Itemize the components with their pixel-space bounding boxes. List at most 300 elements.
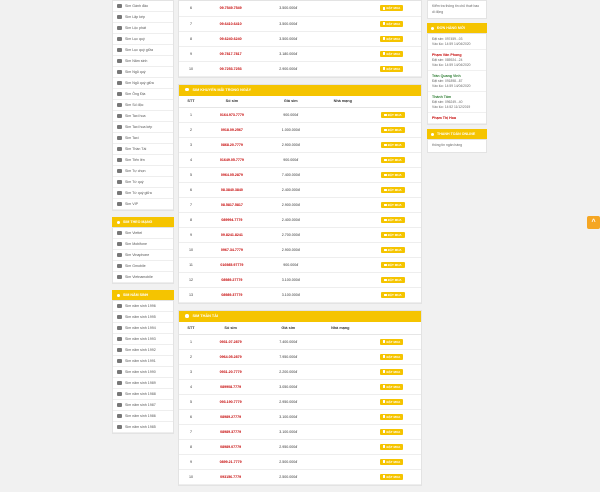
sim-index: 1: [179, 108, 203, 123]
buy-button-label: ĐẶT MUA: [386, 21, 401, 26]
sim-network: [318, 439, 362, 454]
sim-network: [318, 409, 362, 424]
sidebar-item[interactable]: [113, 250, 173, 261]
sim-index: 9: [179, 228, 203, 243]
order-customer-name: Phạm Thị Hoa: [432, 116, 456, 120]
sidebar-item[interactable]: [113, 345, 173, 356]
than-tai-panel-header: [179, 311, 421, 322]
order-time: Vào lúc: 14:59 14/04/2020: [432, 84, 471, 88]
table-row: [179, 258, 421, 273]
top-sim-panel: [178, 0, 422, 78]
sidebar-item[interactable]: [113, 188, 173, 199]
sim-index: 13: [179, 288, 203, 303]
table-row: [179, 349, 421, 364]
bullet-icon: [185, 314, 189, 318]
sidebar-item-label: Sim năm sinh 1993: [125, 337, 156, 341]
table-header-row: [179, 322, 421, 334]
sim-price: 2.400.000đ: [261, 183, 321, 198]
sim-number[interactable]: 09.6240.6240: [203, 31, 258, 46]
sim-number[interactable]: 016985.97779: [203, 258, 261, 273]
table-row: [179, 228, 421, 243]
buy-button[interactable]: [381, 277, 404, 283]
action-cell: [362, 364, 421, 379]
sim-card-icon: [117, 264, 122, 268]
buy-button[interactable]: [380, 339, 403, 345]
sidebar-item[interactable]: [113, 144, 173, 155]
sim-number[interactable]: 08.3840.3840: [203, 183, 261, 198]
sim-network: [321, 228, 365, 243]
buy-button-label: ĐẶT MUA: [387, 233, 402, 237]
sim-number[interactable]: 0164.973.7779: [203, 108, 261, 123]
sim-price: 2.900.000đ: [261, 243, 321, 258]
sim-number[interactable]: 09.7253.7253: [203, 61, 258, 76]
sim-index: 9: [179, 454, 203, 469]
action-cell: [365, 168, 421, 183]
buy-button[interactable]: [380, 399, 403, 405]
sim-card-icon: [117, 136, 122, 140]
sidebar-item[interactable]: [113, 367, 173, 378]
col-stt: STT: [179, 322, 203, 334]
action-cell: [362, 61, 421, 76]
buy-button[interactable]: [380, 66, 403, 72]
table-row: [179, 108, 421, 123]
action-cell: [362, 349, 421, 364]
sidebar-item[interactable]: [113, 23, 173, 34]
sim-card-icon: [117, 359, 122, 363]
sim-card-icon: [117, 59, 122, 63]
table-row: [179, 394, 421, 409]
sim-number[interactable]: 09.7817.7817: [203, 46, 258, 61]
action-cell: [365, 213, 421, 228]
sim-card-icon: [117, 337, 122, 341]
sim-index: 3: [179, 138, 203, 153]
order-item: [428, 71, 486, 92]
sidebar-item[interactable]: [113, 12, 173, 23]
sim-number[interactable]: 0967.34.7779: [203, 243, 261, 258]
action-cell: [365, 183, 421, 198]
action-cell: [365, 228, 421, 243]
col-stt: STT: [179, 96, 203, 108]
col-action: [362, 322, 421, 334]
sim-price: 3.100.000đ: [258, 424, 318, 439]
sim-network: [318, 454, 362, 469]
sim-number[interactable]: 08989.27779: [203, 409, 258, 424]
sidebar-item[interactable]: [113, 239, 173, 250]
sidebar-item-label: Sim Tự chọn: [125, 169, 146, 173]
sidebar-item[interactable]: [113, 67, 173, 78]
action-cell: [362, 469, 421, 484]
sidebar-item-label: Sim Tứ quý: [125, 180, 144, 184]
buy-button[interactable]: [380, 414, 403, 420]
action-cell: [362, 46, 421, 61]
order-customer-name: Phạm Văn Phong: [432, 53, 462, 57]
buy-button[interactable]: [381, 172, 404, 178]
sim-price: 3.100.000đ: [261, 288, 321, 303]
table-row: [179, 153, 421, 168]
sim-price: 900.000đ: [261, 258, 321, 273]
sidebar-item[interactable]: [113, 334, 173, 345]
sidebar-item-label: Sim Tứ quý giữa: [125, 191, 152, 195]
than-tai-panel-title: SIM THẦN TÀI: [192, 314, 219, 318]
sim-card-icon: [117, 125, 122, 129]
order-item: [428, 34, 486, 50]
sidebar-item[interactable]: [113, 34, 173, 45]
sidebar-item[interactable]: [113, 45, 173, 56]
buy-button-label: ĐẶT MUA: [387, 128, 402, 132]
sim-card-icon: [117, 114, 122, 118]
sidebar-item[interactable]: [113, 89, 173, 100]
buy-button-label: ĐẶT MUA: [387, 158, 402, 162]
sim-price: 3.100.000đ: [261, 273, 321, 288]
sim-number[interactable]: 0899.21.7779: [203, 454, 258, 469]
buy-button-label: ĐẶT MUA: [387, 113, 402, 117]
sim-index: 4: [179, 153, 203, 168]
sim-card-icon: [117, 15, 122, 19]
sidebar-item-label: Sim năm sinh 1990: [125, 370, 156, 374]
sim-number[interactable]: 09.6410.6410: [203, 16, 258, 31]
buy-button[interactable]: [381, 127, 404, 133]
sim-network: [318, 61, 362, 76]
sim-card-icon: [117, 103, 122, 107]
year-section-header: [112, 290, 174, 300]
action-cell: [365, 198, 421, 213]
table-row: [179, 379, 421, 394]
sidebar-item[interactable]: [113, 261, 173, 272]
table-row: [179, 61, 421, 76]
buy-button-label: ĐẶT MUA: [386, 369, 401, 374]
sidebar-item[interactable]: [113, 411, 173, 422]
buy-button[interactable]: [381, 262, 404, 268]
action-cell: [362, 379, 421, 394]
sidebar-item-label: Sim năm sinh 1995: [125, 315, 156, 319]
table-row: [179, 288, 421, 303]
sidebar-item[interactable]: [113, 111, 173, 122]
table-row: [179, 424, 421, 439]
buy-button[interactable]: [380, 474, 403, 480]
table-row: [179, 31, 421, 46]
buy-button-label: ĐẶT MUA: [387, 263, 402, 267]
sim-index: 11: [179, 258, 203, 273]
promo-panel-header: [179, 85, 421, 96]
sidebar-item-label: Sim Taxi hoa: [125, 114, 146, 118]
sidebar-item[interactable]: [113, 301, 173, 312]
sim-number[interactable]: 01649.05.7779: [203, 153, 261, 168]
sidebar-item-label: Sim Gmobile: [125, 264, 146, 268]
sidebar-item-label: Sim Lộc phát: [125, 26, 146, 30]
table-row: [179, 198, 421, 213]
sim-card-icon: [117, 180, 122, 184]
sim-index: 12: [179, 273, 203, 288]
buy-button[interactable]: [380, 354, 403, 360]
buy-button[interactable]: [380, 429, 403, 435]
sidebar-item-label: Sim năm sinh 1987: [125, 403, 156, 407]
order-time: Vào lúc: 14:59 14/04/2020: [432, 42, 471, 46]
sim-price: 2.950.000đ: [258, 439, 318, 454]
sim-index: 9: [179, 46, 203, 61]
sim-price: 2.500.000đ: [258, 454, 318, 469]
table-row: [179, 439, 421, 454]
sidebar-item-label: Sim VIP: [125, 202, 138, 206]
top-sim-table: [179, 1, 421, 77]
buy-button-label: ĐẶT MUA: [386, 459, 401, 464]
sim-index: 5: [179, 168, 203, 183]
sim-index: 7: [179, 16, 203, 31]
sidebar-item[interactable]: [113, 199, 173, 210]
sim-network: [318, 46, 362, 61]
orders-header: [427, 23, 487, 33]
bullet-icon: [117, 221, 120, 224]
sidebar-item-label: Sim Năm sinh: [125, 59, 148, 63]
buy-button-label: ĐẶT MUA: [386, 6, 401, 11]
action-cell: [365, 273, 421, 288]
action-cell: [362, 16, 421, 31]
buy-button[interactable]: [380, 51, 403, 57]
sim-network: [321, 153, 365, 168]
sim-price: 3.500.000đ: [258, 16, 318, 31]
sim-price: 3.100.000đ: [258, 409, 318, 424]
sim-card-icon: [117, 70, 122, 74]
sim-price: 2.900.000đ: [261, 198, 321, 213]
sim-number[interactable]: 093156.7779: [203, 469, 258, 484]
sim-network: [318, 424, 362, 439]
sim-price: 900.000đ: [261, 153, 321, 168]
sim-card-icon: [117, 326, 122, 330]
order-time: Vào lúc: 14:52 11/12/2019: [432, 105, 471, 109]
buy-button[interactable]: [381, 187, 404, 193]
promo-sim-panel: [178, 84, 422, 305]
chevron-up-icon: ^: [591, 219, 596, 226]
table-row: [179, 16, 421, 31]
sim-network: [321, 288, 365, 303]
buy-button-label: ĐẶT MUA: [387, 293, 402, 297]
sim-card-icon: [117, 231, 122, 235]
orders-list: [427, 33, 487, 125]
buy-button[interactable]: [380, 444, 403, 450]
table-row: [179, 454, 421, 469]
action-cell: [365, 153, 421, 168]
sidebar-item[interactable]: [113, 400, 173, 411]
sim-card-icon: [117, 392, 122, 396]
sidebar-item-label: Sim Viettel: [125, 231, 143, 235]
table-row: [179, 243, 421, 258]
scroll-to-top-button[interactable]: [587, 216, 600, 229]
sim-index: 4: [179, 379, 203, 394]
cart-icon: [384, 204, 387, 207]
order-customer-name: Thành Tâm: [432, 95, 452, 99]
sidebar-item[interactable]: [113, 378, 173, 389]
right-sidebar: [427, 0, 487, 153]
promo-panel-title: SIM KHUYẾN MÃI TRONG NGÀY: [192, 87, 252, 92]
buy-button[interactable]: [381, 292, 404, 298]
sim-network: [318, 379, 362, 394]
sim-index: 7: [179, 198, 203, 213]
payment-box: [427, 139, 487, 153]
action-cell: [365, 288, 421, 303]
buy-button-label: ĐẶT MUA: [386, 444, 401, 449]
sidebar-item-label: Sim Thần Tài: [125, 147, 147, 151]
lookup-box: [427, 0, 487, 19]
sim-number[interactable]: 08989.27779: [203, 273, 261, 288]
col-action: [365, 96, 421, 108]
sim-network: [321, 273, 365, 288]
sidebar-item-label: Sim Số độc: [125, 103, 144, 107]
sidebar-item[interactable]: [113, 166, 173, 177]
sim-number[interactable]: 089994.7779: [203, 213, 261, 228]
sidebar-item-label: Sim Lặp kép: [125, 15, 145, 19]
sim-number[interactable]: 08989.37779: [203, 424, 258, 439]
order-item: [428, 92, 486, 113]
buy-button[interactable]: [381, 142, 404, 148]
sim-number[interactable]: 0931.07.2879: [203, 334, 258, 349]
cart-icon: [384, 249, 387, 252]
network-section-header: [112, 217, 174, 227]
table-row: [179, 409, 421, 424]
payment-title: THANH TOÁN ONLINE: [437, 132, 476, 136]
action-cell: [362, 409, 421, 424]
sim-price: 900.000đ: [261, 108, 321, 123]
table-row: [179, 469, 421, 484]
buy-button[interactable]: [380, 384, 403, 390]
sim-number[interactable]: 08989.37779: [203, 288, 261, 303]
table-row: [179, 364, 421, 379]
sim-number[interactable]: 09.7549.7549: [203, 1, 258, 16]
sidebar-item-label: Sim năm sinh 1985: [125, 425, 156, 429]
sidebar-item[interactable]: [113, 78, 173, 89]
network-section-title: SIM THEO MẠNG: [123, 220, 153, 224]
sim-price: 3.500.000đ: [258, 31, 318, 46]
table-row: [179, 123, 421, 138]
sim-index: 3: [179, 364, 203, 379]
sim-number[interactable]: 0931.20.7779: [203, 364, 258, 379]
sim-price: 7.400.000đ: [258, 334, 318, 349]
sim-number[interactable]: 089908.7779: [203, 379, 258, 394]
table-row: [179, 213, 421, 228]
year-section-title: SIM NĂM SINH: [123, 293, 149, 297]
sim-card-icon: [117, 4, 122, 8]
buy-button-label: ĐẶT MUA: [386, 51, 401, 56]
sim-network: [321, 213, 365, 228]
sim-price: 2.400.000đ: [261, 213, 321, 228]
sidebar-item[interactable]: [113, 228, 173, 239]
sim-network: [321, 108, 365, 123]
sim-network: [321, 258, 365, 273]
sim-index: 10: [179, 243, 203, 258]
col-price: Giá sim: [258, 322, 318, 334]
sidebar-item[interactable]: [113, 177, 173, 188]
sim-index: 2: [179, 123, 203, 138]
cart-icon: [384, 174, 387, 177]
sidebar-item-label: Sim Vietnamobile: [125, 275, 153, 279]
sim-price: 2.500.000đ: [258, 469, 318, 484]
buy-button[interactable]: [381, 247, 404, 253]
col-number: Số sim: [203, 96, 261, 108]
sim-number[interactable]: 0964.05.2879: [203, 349, 258, 364]
sidebar-item-label: Sim Vinaphone: [125, 253, 150, 257]
sidebar-item[interactable]: [113, 356, 173, 367]
cart-icon: [384, 279, 387, 282]
buy-button[interactable]: [381, 232, 404, 238]
buy-button-label: ĐẶT MUA: [386, 429, 401, 434]
year-list: [112, 300, 174, 434]
cart-icon: [384, 159, 387, 162]
sidebar-item[interactable]: [113, 272, 173, 283]
sidebar-item[interactable]: [113, 100, 173, 111]
sim-price: 2.700.000đ: [261, 228, 321, 243]
sim-index: 10: [179, 61, 203, 76]
sidebar-item[interactable]: [113, 133, 173, 144]
buy-button[interactable]: [380, 36, 403, 42]
buy-button-label: ĐẶT MUA: [386, 354, 401, 359]
sidebar-item[interactable]: [113, 389, 173, 400]
sim-number[interactable]: 0918.09.2567: [203, 123, 261, 138]
sim-number[interactable]: 0964.05.2879: [203, 168, 261, 183]
sim-number[interactable]: 08989.07779: [203, 439, 258, 454]
sim-price: 3.500.000đ: [258, 1, 318, 16]
sidebar-item[interactable]: [113, 312, 173, 323]
buy-button[interactable]: [381, 157, 404, 163]
sidebar-item-label: Sim Ngũ quý: [125, 70, 146, 74]
sidebar-item-label: Sim năm sinh 1992: [125, 348, 156, 352]
sidebar-item[interactable]: [113, 122, 173, 133]
buy-button[interactable]: [380, 21, 403, 27]
table-row: [179, 183, 421, 198]
action-cell: [362, 439, 421, 454]
buy-button[interactable]: [380, 459, 403, 465]
sim-card-icon: [117, 242, 122, 246]
col-price: Giá sim: [261, 96, 321, 108]
sim-number[interactable]: 0868.20.7779: [203, 138, 261, 153]
buy-button-label: ĐẶT MUA: [387, 143, 402, 147]
buy-button[interactable]: [380, 369, 403, 375]
action-cell: [362, 454, 421, 469]
sidebar-item[interactable]: [113, 155, 173, 166]
payment-header: [427, 129, 487, 139]
order-sim: Đặt sim: 097459...03: [432, 37, 463, 41]
sidebar-item[interactable]: [113, 1, 173, 12]
network-list: [112, 227, 174, 284]
sim-index: 10: [179, 469, 203, 484]
buy-button[interactable]: [381, 217, 404, 223]
sim-price: 2.900.000đ: [258, 61, 318, 76]
sim-index: 6: [179, 183, 203, 198]
sim-card-icon: [117, 48, 122, 52]
order-sim: Đặt sim: 085924...24: [432, 58, 463, 62]
action-cell: [362, 394, 421, 409]
sim-card-icon: [117, 253, 122, 257]
buy-button-label: ĐẶT MUA: [386, 414, 401, 419]
sim-number[interactable]: 09.8241.8241: [203, 228, 261, 243]
sim-number[interactable]: 093.190.7779: [203, 394, 258, 409]
sidebar-item[interactable]: [113, 56, 173, 67]
sidebar-item[interactable]: [113, 323, 173, 334]
sim-price: 2.900.000đ: [261, 138, 321, 153]
sim-card-icon: [117, 370, 122, 374]
table-row: [179, 273, 421, 288]
sim-card-icon: [117, 304, 122, 308]
sim-card-icon: [117, 191, 122, 195]
buy-button[interactable]: [381, 112, 404, 118]
sim-number[interactable]: 08.5817.5817: [203, 198, 261, 213]
sidebar-item[interactable]: [113, 422, 173, 433]
buy-button[interactable]: [380, 5, 403, 11]
buy-button[interactable]: [381, 202, 404, 208]
sidebar-item-label: Sim năm sinh 1989: [125, 381, 156, 385]
sim-card-icon: [117, 81, 122, 85]
payment-text[interactable]: thông tin ngân hàng: [432, 143, 462, 147]
sidebar-item-label: Sim Taxi: [125, 136, 139, 140]
sim-price: 2.200.000đ: [258, 364, 318, 379]
sidebar-item-label: Sim năm sinh 1991: [125, 359, 156, 363]
